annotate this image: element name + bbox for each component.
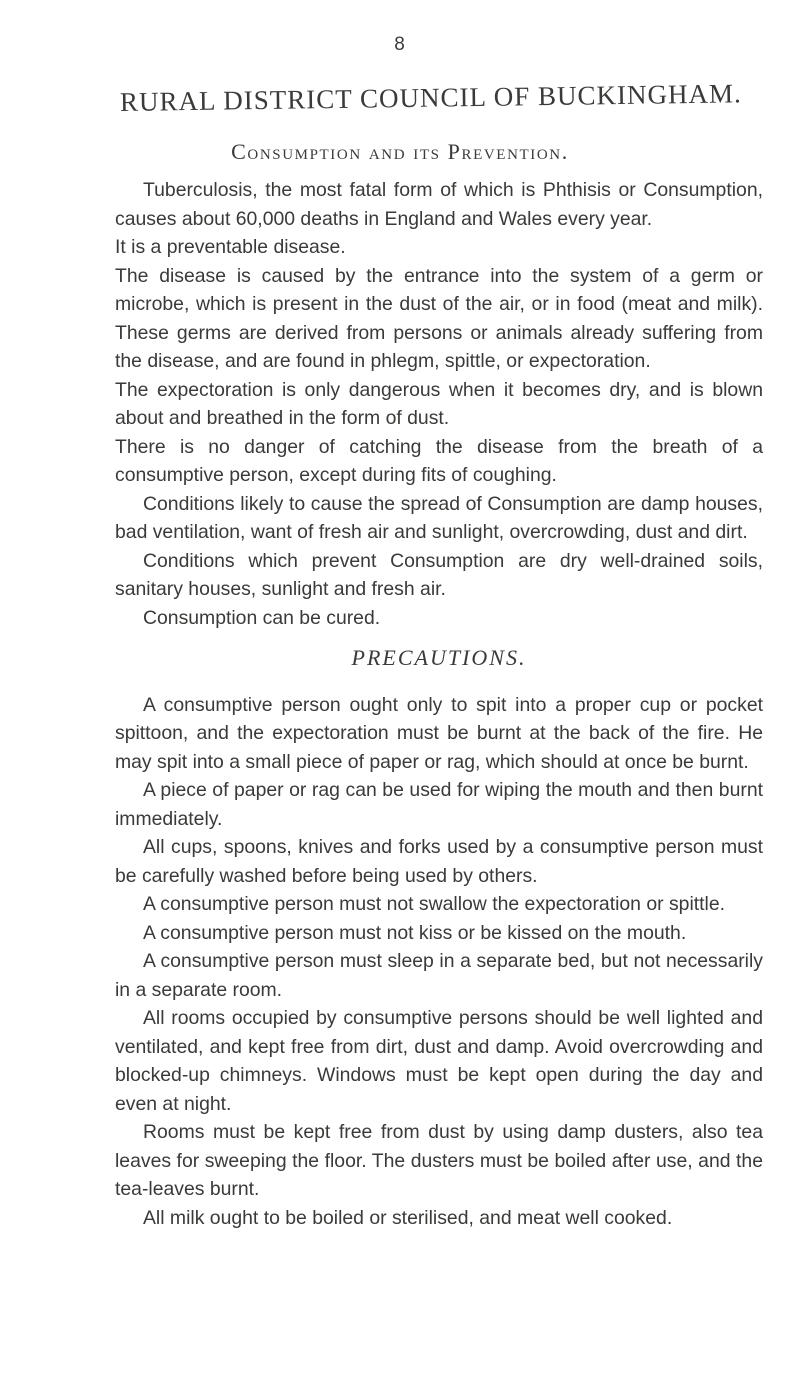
document-subtitle: Consumption and its Prevention. — [231, 139, 569, 164]
page-number: 8 — [394, 34, 406, 55]
intro-paragraph: Tuberculosis, the most fatal form of which is Phthisis or Consumption, causes about 60,000 deaths in England and Wales every year. — [115, 179, 763, 230]
intro-section — [115, 176, 763, 632]
precaution-paragraph: A consumptive person ought only to spit into a proper cup or pocket spittoon, and the expectoration must be burnt at the back of the fire. He may spit into a small piece of paper or rag, which should at once be burnt. — [115, 693, 763, 773]
precautions-section — [115, 691, 763, 1233]
intro-paragraph: The expectoration is only dangerous when it becomes dry, and is blown about and breathed in the form of dust. — [115, 378, 763, 429]
intro-paragraph: There is no danger of catching the disease from the breath of a consumptive person, except during fits of coughing. — [115, 435, 763, 486]
precaution-paragraph: All rooms occupied by consumptive persons should be well lighted and ventilated, and kept free from dirt, dust and damp. Avoid overcrowding and blocked-up chimneys. Windows must be kept open during the day and even at night. — [115, 1007, 763, 1115]
intro-paragraph: The disease is caused by the entrance into the system of a germ or microbe, which is present in the dust of the air, or in food (meat and milk). These germs are derived from persons or animals already suffering from the disease, and are found in phlegm, spittle, or expectoration. — [115, 264, 763, 372]
intro-paragraph: It is a preventable disease. — [115, 236, 346, 258]
precaution-paragraph: All milk ought to be boiled or sterilised, and meat well cooked. — [143, 1206, 673, 1229]
precaution-paragraph: Rooms must be kept free from dust by using damp dusters, also tea leaves for sweeping the floor. The dusters must be boiled after use, and the tea-leaves burnt. — [115, 1121, 763, 1200]
body-text — [115, 176, 763, 1232]
intro-paragraph: Conditions which prevent Consumption are dry well-drained soils, sanitary houses, sunlight and fresh air. — [115, 549, 763, 600]
intro-paragraph: Conditions likely to cause the spread of Consumption are damp houses, bad ventilation, want of fresh air and sunlight, overcrowding, dust and dirt. — [115, 492, 763, 543]
council-title: RURAL DISTRICT COUNCIL OF BUCKINGHAM. — [119, 78, 742, 117]
precaution-paragraph: All cups, spoons, knives and forks used by a consumptive person must be carefully washed before being used by others. — [115, 836, 763, 887]
precaution-paragraph: A consumptive person must not kiss or be kissed on the mouth. — [143, 921, 687, 944]
precaution-paragraph: A consumptive person must not swallow the expectoration or spittle. — [143, 893, 726, 915]
precaution-paragraph: A piece of paper or rag can be used for wiping the mouth and then burnt immediately. — [115, 779, 763, 830]
precautions-heading: PRECAUTIONS. — [351, 645, 527, 670]
intro-paragraph: Consumption can be cured. — [143, 606, 381, 629]
precaution-paragraph: A consumptive person must sleep in a separate bed, but not necessarily in a separate room. — [115, 950, 763, 1001]
